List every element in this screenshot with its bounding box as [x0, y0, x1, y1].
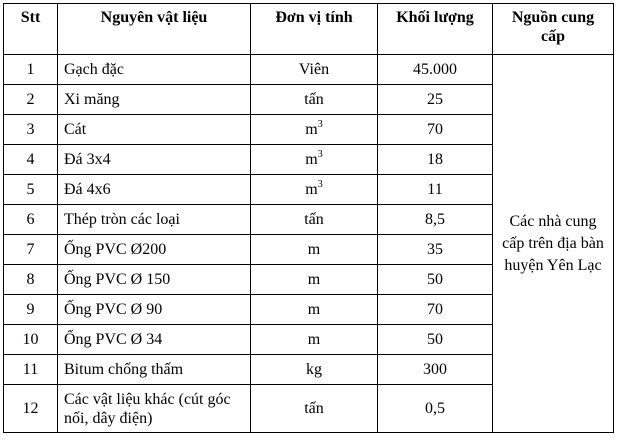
cell-quantity: 11: [378, 175, 493, 205]
cell-unit: [251, 355, 378, 385]
unit-label: m: [305, 181, 318, 198]
unit-exponent: 3: [317, 148, 323, 160]
header-material: Nguyên vật liệu: [58, 4, 251, 55]
cell-stt: 5: [4, 175, 58, 205]
cell-material: Ống PVC Ø 90: [58, 295, 251, 325]
cell-stt: 11: [4, 355, 58, 385]
cell-unit: [251, 115, 378, 145]
cell-stt: 3: [4, 115, 58, 145]
cell-quantity: 70: [378, 295, 493, 325]
header-quantity: Khối lượng: [378, 4, 493, 55]
table-row: [4, 55, 614, 85]
header-stt: Stt: [4, 4, 58, 55]
header-source: Nguồn cung cấp: [493, 4, 614, 55]
unit-label: kg: [306, 361, 322, 378]
cell-quantity: 0,5: [378, 385, 493, 433]
cell-stt: 2: [4, 85, 58, 115]
table-body: [4, 55, 614, 433]
cell-stt: 1: [4, 55, 58, 85]
cell-stt: 4: [4, 145, 58, 175]
cell-stt: 7: [4, 235, 58, 265]
unit-label: tấn: [304, 400, 324, 417]
cell-unit: [251, 235, 378, 265]
unit-label: m: [307, 241, 321, 258]
cell-quantity: 50: [378, 265, 493, 295]
cell-stt: 12: [4, 385, 58, 433]
cell-material: Đá 3x4: [58, 145, 251, 175]
cell-quantity: 45.000: [378, 55, 493, 85]
cell-unit: [251, 265, 378, 295]
cell-quantity: 18: [378, 145, 493, 175]
unit-label: m: [307, 301, 321, 318]
unit-label: tấn: [304, 91, 324, 108]
cell-stt: 9: [4, 295, 58, 325]
cell-material: Ống PVC Ø200: [58, 235, 251, 265]
cell-quantity: 70: [378, 115, 493, 145]
header-unit: Đơn vị tính: [251, 4, 378, 55]
cell-material: Ống PVC Ø 150: [58, 265, 251, 295]
cell-material: Đá 4x6: [58, 175, 251, 205]
cell-quantity: 8,5: [378, 205, 493, 235]
cell-stt: 10: [4, 325, 58, 355]
cell-material: Cát: [58, 115, 251, 145]
cell-quantity: 50: [378, 325, 493, 355]
cell-material: Ống PVC Ø 34: [58, 325, 251, 355]
cell-quantity: 35: [378, 235, 493, 265]
unit-label: m: [305, 151, 318, 168]
cell-material: Gạch đặc: [58, 55, 251, 85]
unit-label: m: [305, 121, 318, 138]
cell-unit: [251, 295, 378, 325]
unit-exponent: 3: [317, 118, 323, 130]
cell-stt: 8: [4, 265, 58, 295]
materials-table-container: [3, 3, 614, 433]
unit-label: Viên: [298, 61, 330, 78]
cell-quantity: 300: [378, 355, 493, 385]
cell-unit: [251, 385, 378, 433]
cell-unit: [251, 205, 378, 235]
cell-material: Thép tròn các loại: [58, 205, 251, 235]
cell-unit: [251, 55, 378, 85]
cell-unit: [251, 145, 378, 175]
unit-label: tấn: [304, 211, 324, 228]
cell-unit: [251, 175, 378, 205]
unit-label: m: [307, 271, 321, 288]
cell-stt: 6: [4, 205, 58, 235]
cell-unit: [251, 85, 378, 115]
header-row: [4, 4, 614, 55]
cell-material: Các vật liệu khác (cút góc nối, dây điện): [58, 385, 251, 433]
cell-quantity: 25: [378, 85, 493, 115]
unit-exponent: 3: [317, 178, 323, 190]
cell-material: Bitum chống thấm: [58, 355, 251, 385]
cell-source: Các nhà cung cấp trên địa bàn huyện Yên Lạc: [493, 55, 614, 433]
unit-label: m: [307, 331, 321, 348]
cell-material: Xi măng: [58, 85, 251, 115]
cell-unit: [251, 325, 378, 355]
materials-table: [3, 3, 614, 433]
